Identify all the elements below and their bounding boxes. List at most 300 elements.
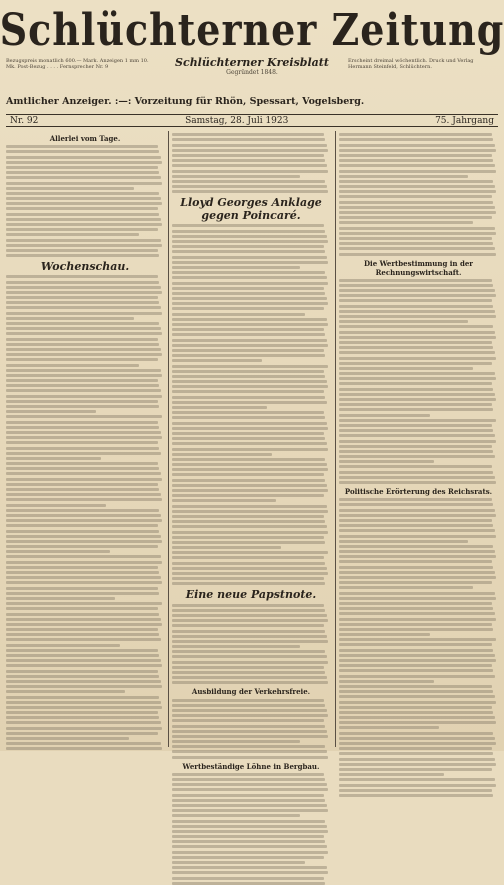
text-line [339, 299, 492, 302]
text-line [172, 432, 324, 435]
text-line [6, 306, 161, 309]
text-line [6, 358, 158, 361]
text-line [172, 730, 327, 733]
text-line [172, 484, 327, 487]
text-line [172, 250, 325, 253]
text-line [172, 354, 325, 357]
text-line [172, 536, 324, 539]
article-heading: Wertbeständige Löhne in Bergbau. [182, 761, 320, 771]
text-line [6, 561, 162, 564]
text-line [172, 531, 328, 534]
text-line [339, 576, 496, 579]
article-text [339, 498, 498, 797]
text-line [172, 604, 324, 607]
text-line [172, 725, 325, 728]
publisher-info: Erscheint dreimal wöchentlich. Druck und Verlag Hermann Steinfeld, Schlüchtern. [348, 58, 474, 70]
text-line [172, 572, 328, 575]
text-line [6, 701, 161, 704]
text-line [6, 519, 162, 522]
text-line [172, 877, 324, 880]
text-line [6, 374, 162, 377]
article-text [6, 275, 164, 750]
text-line [339, 424, 492, 427]
text-line [172, 297, 327, 300]
text-line [6, 348, 161, 351]
text-line [172, 175, 300, 178]
article-text [172, 133, 330, 193]
text-line [6, 207, 158, 210]
text-line [339, 216, 492, 219]
text-line [172, 735, 328, 738]
text-line [6, 602, 162, 605]
text-line [172, 149, 328, 152]
text-line [172, 401, 327, 404]
article-text [172, 773, 330, 885]
text-line [339, 514, 496, 517]
text-line [6, 353, 162, 356]
text-line [172, 437, 325, 440]
text-line [172, 640, 328, 643]
text-line [6, 472, 161, 475]
text-line [172, 170, 328, 173]
text-line [339, 440, 496, 443]
article-heading: Wochenschau. [40, 260, 130, 274]
text-line [172, 385, 328, 388]
text-line [339, 206, 495, 209]
text-line [6, 161, 162, 164]
text-line [172, 190, 328, 193]
text-line [339, 242, 493, 245]
text-line [339, 628, 493, 631]
text-line [339, 471, 493, 474]
text-line [339, 524, 493, 527]
text-line [172, 614, 327, 617]
column-rule [335, 131, 336, 747]
text-line [6, 322, 159, 325]
text-line [172, 556, 324, 559]
text-line [172, 809, 328, 812]
text-line [172, 624, 324, 627]
text-line [339, 346, 493, 349]
text-line [6, 670, 158, 673]
text-line [172, 861, 305, 864]
text-line [6, 171, 159, 174]
text-line [172, 302, 328, 305]
text-line [339, 419, 496, 422]
text-line [339, 545, 493, 548]
text-line [339, 535, 496, 538]
text-line [339, 716, 495, 719]
text-line [339, 253, 496, 256]
text-line [339, 315, 496, 318]
text-line [172, 235, 327, 238]
text-line [172, 323, 328, 326]
text-line [339, 503, 493, 506]
text-line [339, 659, 496, 662]
text-line [339, 164, 495, 167]
text-line [339, 555, 496, 558]
text-line [339, 560, 492, 563]
text-line [339, 445, 492, 448]
article-text [6, 145, 164, 257]
text-line [6, 659, 161, 662]
text-line [172, 313, 305, 316]
text-line [172, 681, 328, 684]
text-line [172, 756, 328, 759]
issue-number: Nr. 92 [10, 115, 39, 126]
text-line [6, 613, 159, 616]
text-line [339, 190, 496, 193]
text-line [172, 287, 324, 290]
text-line [172, 740, 300, 743]
text-line [6, 192, 159, 195]
article-text [339, 133, 498, 255]
text-line [172, 164, 327, 167]
text-line [172, 185, 327, 188]
text-line [339, 509, 495, 512]
text-line [6, 581, 162, 584]
text-line [172, 422, 327, 425]
text-line [339, 623, 492, 626]
subscription-info: Bezugspreis monatlich 600.— Mark. Anzeigen 1 mm 10. Mk. Post-Bezug . . . . Fernsprecher Nr. 9 [6, 58, 149, 70]
text-line [339, 586, 473, 589]
text-line [172, 453, 272, 456]
text-line [6, 737, 129, 740]
text-line [6, 218, 161, 221]
text-line [172, 546, 281, 549]
text-line [6, 638, 161, 641]
text-line [172, 359, 262, 362]
text-line [339, 377, 496, 380]
text-line [339, 180, 493, 183]
text-line [172, 783, 327, 786]
article-text [339, 279, 498, 484]
text-line [6, 680, 161, 683]
text-line [6, 727, 162, 730]
text-line [339, 367, 473, 370]
text-line [6, 509, 159, 512]
text-line [6, 716, 159, 719]
text-line [6, 405, 159, 408]
text-line [172, 468, 328, 471]
volume-year: 75. Jahrgang [435, 115, 494, 126]
text-line [172, 799, 325, 802]
text-line [172, 479, 325, 482]
text-line [339, 138, 493, 141]
text-line [6, 327, 161, 330]
dateline [6, 114, 498, 127]
text-line [339, 144, 495, 147]
text-line [6, 145, 158, 148]
text-line [172, 489, 328, 492]
text-line [172, 390, 324, 393]
text-line [339, 175, 468, 178]
text-line [339, 680, 434, 683]
text-line [172, 582, 325, 585]
kreisblatt-title: Schlüchterner Kreisblatt [175, 56, 329, 69]
text-line [339, 732, 493, 735]
text-line [339, 664, 492, 667]
text-line [339, 778, 495, 781]
text-line [339, 398, 496, 401]
text-line [172, 655, 327, 658]
text-line [172, 515, 324, 518]
text-line [6, 317, 134, 320]
text-line [6, 592, 159, 595]
text-line [339, 742, 496, 745]
text-line [339, 325, 493, 328]
text-line [172, 427, 328, 430]
text-line [172, 745, 325, 748]
text-line [339, 221, 473, 224]
text-line [339, 289, 495, 292]
text-line [6, 254, 159, 257]
article-heading: Die Wertbestimmung in der Rechnungswirtschaft. [363, 258, 473, 277]
text-line [6, 275, 158, 278]
text-line [339, 310, 495, 313]
text-line [6, 291, 162, 294]
text-line [172, 282, 328, 285]
text-line [339, 633, 430, 636]
text-line [172, 866, 327, 869]
text-line [6, 545, 158, 548]
text-line [6, 535, 161, 538]
text-line [172, 505, 327, 508]
text-line [6, 654, 159, 657]
text-line [172, 375, 325, 378]
text-line [339, 794, 493, 797]
text-line [339, 649, 493, 652]
text-line [6, 426, 159, 429]
text-line [172, 666, 324, 669]
text-line [172, 661, 328, 664]
text-line [172, 671, 325, 674]
text-line [172, 609, 325, 612]
text-line [172, 551, 328, 554]
text-line [339, 465, 492, 468]
column-rule [168, 131, 169, 747]
text-line [6, 628, 158, 631]
text-line [339, 351, 495, 354]
text-line [6, 213, 159, 216]
text-line [172, 794, 324, 797]
masthead [0, 2, 504, 56]
text-line [172, 442, 327, 445]
text-line [172, 719, 324, 722]
text-line [339, 170, 496, 173]
text-line [6, 421, 158, 424]
text-line [6, 431, 161, 434]
text-line [339, 201, 493, 204]
text-line [6, 706, 162, 709]
text-line [339, 429, 493, 432]
text-line [172, 750, 327, 753]
text-line [6, 301, 159, 304]
text-line [172, 562, 325, 565]
text-line [172, 245, 324, 248]
text-line [6, 343, 159, 346]
text-line [6, 156, 161, 159]
text-line [339, 566, 493, 569]
text-line [6, 400, 158, 403]
text-line [339, 279, 492, 282]
text-line [6, 457, 101, 460]
text-line [172, 704, 325, 707]
article-text [172, 224, 330, 585]
text-line [172, 333, 325, 336]
issue-date: Samstag, 28. Juli 1923 [185, 115, 289, 126]
column-2 [172, 131, 330, 771]
text-line [339, 403, 492, 406]
text-line [172, 180, 325, 183]
text-line [6, 389, 161, 392]
text-line [6, 649, 158, 652]
text-line [172, 851, 328, 854]
founded-note: Gegründet 1848. [226, 69, 278, 76]
text-line [6, 150, 159, 153]
text-line [6, 176, 161, 179]
text-line [172, 499, 276, 502]
text-line [6, 239, 161, 242]
text-line [339, 747, 492, 750]
text-line [172, 820, 325, 823]
text-line [172, 159, 325, 162]
text-line [6, 395, 162, 398]
text-line [172, 154, 324, 157]
text-line [339, 414, 430, 417]
text-line [339, 498, 492, 501]
kreisblatt-block [160, 56, 344, 77]
text-line [6, 166, 158, 169]
text-line [172, 525, 327, 528]
text-line [339, 476, 495, 479]
article-columns [6, 131, 498, 771]
text-line [6, 233, 139, 236]
text-line [6, 633, 159, 636]
text-line [172, 473, 324, 476]
text-line [172, 365, 328, 368]
text-line [6, 182, 162, 185]
text-line [172, 510, 328, 513]
text-line [172, 271, 325, 274]
text-line [172, 224, 324, 227]
text-line [6, 587, 158, 590]
text-line [172, 261, 328, 264]
text-line [6, 467, 159, 470]
article-heading: Lloyd Georges Anklage gegen Poincaré. [180, 196, 322, 223]
text-line [339, 737, 495, 740]
text-line [339, 434, 495, 437]
text-line [172, 699, 324, 702]
text-line [339, 643, 492, 646]
text-line [172, 292, 325, 295]
text-line [172, 133, 324, 136]
text-line [339, 638, 496, 641]
text-line [339, 362, 492, 365]
text-line [172, 882, 325, 885]
text-line [339, 654, 495, 657]
text-line [172, 845, 327, 848]
text-line [172, 396, 325, 399]
text-line [339, 227, 495, 230]
text-line [6, 493, 161, 496]
text-line [339, 519, 492, 522]
text-line [6, 441, 158, 444]
text-line [172, 541, 325, 544]
text-line [6, 228, 158, 231]
text-line [172, 577, 324, 580]
text-line [339, 612, 495, 615]
text-line [172, 138, 325, 141]
text-line [172, 630, 325, 633]
text-line [339, 185, 495, 188]
text-line [6, 447, 159, 450]
text-line [339, 726, 439, 729]
text-line [172, 709, 327, 712]
text-line [6, 379, 158, 382]
text-line [172, 494, 324, 497]
text-line [172, 773, 324, 776]
text-line [339, 711, 493, 714]
text-line [339, 237, 492, 240]
text-line [339, 529, 495, 532]
text-line [172, 411, 324, 414]
text-line [6, 566, 158, 569]
text-line [6, 338, 158, 341]
text-line [339, 602, 492, 605]
text-line [339, 284, 493, 287]
text-line [339, 232, 496, 235]
text-line [6, 498, 162, 501]
text-line [172, 778, 325, 781]
text-line [6, 312, 162, 315]
text-line [6, 364, 139, 367]
text-line [339, 341, 492, 344]
text-line [339, 247, 495, 250]
text-line [339, 581, 492, 584]
text-line [339, 763, 496, 766]
text-line [172, 830, 328, 833]
text-line [339, 571, 495, 574]
text-line [6, 685, 162, 688]
text-line [172, 318, 327, 321]
text-line [6, 696, 159, 699]
text-line [339, 336, 496, 339]
text-line [339, 211, 496, 214]
text-line [6, 644, 120, 647]
text-line [172, 240, 328, 243]
text-line [6, 742, 161, 745]
text-line [339, 305, 493, 308]
text-line [6, 452, 161, 455]
article-text [172, 604, 330, 685]
text-line [172, 567, 327, 570]
text-line [339, 618, 496, 621]
text-line [339, 294, 496, 297]
text-line [339, 195, 492, 198]
text-line [6, 197, 161, 200]
text-line [172, 645, 300, 648]
text-line [6, 675, 159, 678]
text-line [339, 481, 496, 484]
text-line [172, 825, 327, 828]
text-line [6, 202, 162, 205]
text-line [6, 436, 162, 439]
text-line [6, 478, 162, 481]
text-line [339, 154, 492, 157]
text-line [172, 448, 328, 451]
text-line [6, 623, 162, 626]
